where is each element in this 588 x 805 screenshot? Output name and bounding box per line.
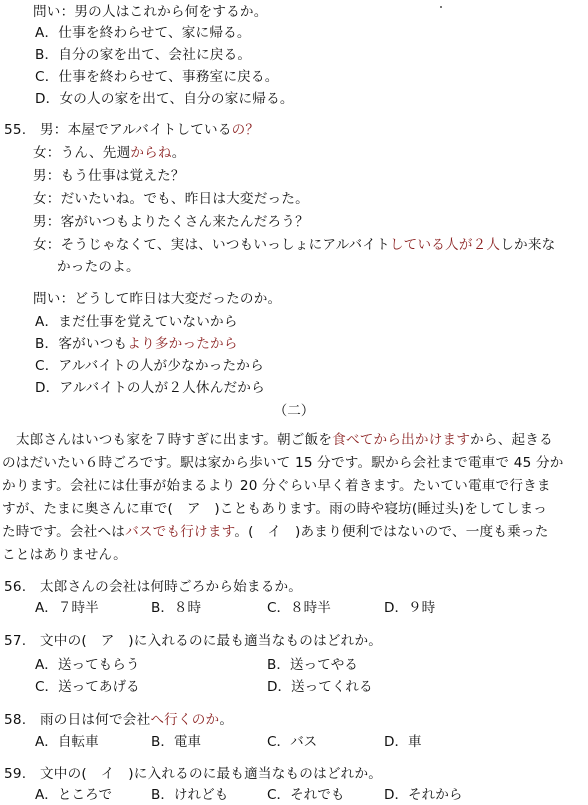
q56-choice-d: D．９時 xyxy=(384,600,436,616)
q58-choice-a: A．自転車 xyxy=(35,734,99,750)
q59-choice-b: B．けれども xyxy=(151,787,229,803)
passage-line-3: かります。会社には仕事が始まるより 20 分ぐらい早く着きます。たいてい電車で行きま xyxy=(2,478,551,494)
prev-choice-a: A．仕事を終わらせて、家に帰る。 xyxy=(35,25,251,41)
q55-choice-b: B．客がいつもより多かったから xyxy=(35,336,238,352)
q58-choice-c: C．バス xyxy=(267,734,318,750)
passage-line-1: 太郎さんはいつも家を７時すぎに出ます。朝ご飯を食べてから出かけますから、起きる xyxy=(16,432,553,448)
q55-line-4: 女：だいたいね。でも、昨日は大変だった。 xyxy=(33,191,309,207)
q59-choice-d: D．それから xyxy=(384,787,463,803)
q59-choices xyxy=(0,785,588,805)
passage-line-2: のはだいたい６時ごろです。駅は家から歩いて 15 分です。駅から会社まで電車で 45 分か xyxy=(2,455,564,471)
scan-speck xyxy=(440,6,442,8)
q55-line-2: 女：うん、先週からね。 xyxy=(33,145,186,161)
q55-choice-d: D．アルバイトの人が２人休んだから xyxy=(35,380,265,396)
q59-stem: 59. 文中の( イ )に入れるのに最も適当なものはどれか。 xyxy=(4,766,383,782)
q57-stem: 57. 文中の( ア )に入れるのに最も適当なものはどれか。 xyxy=(4,633,383,649)
section-heading: （二） xyxy=(273,403,315,419)
q56-stem: 56. 太郎さんの会社は何時ごろから始まるか。 xyxy=(4,579,303,595)
q58-stem: 58. 雨の日は何で会社へ行くのか。 xyxy=(4,712,234,728)
q57-choice-b: B．送ってやる xyxy=(267,657,358,673)
q55-line-5: 男：客がいつもよりたくさん来たんだろう？ xyxy=(33,214,309,230)
passage-line-5: た時です。会社へはバスでも行けます。( イ )あまり便利ではないので、一度も乗った xyxy=(2,524,549,540)
q56-choices xyxy=(0,598,588,618)
q59-choice-c: C．それでも xyxy=(267,787,345,803)
q56-choice-b: B．８時 xyxy=(151,600,202,616)
q55-line-6: 女：そうじゃなくて、実は、いつもいっしょにアルバイトしている人が２人しか来な xyxy=(33,237,556,253)
q55-line-7: かったのよ。 xyxy=(57,259,140,275)
q58-choice-d: D．車 xyxy=(384,734,422,750)
q57-choice-d: D．送ってくれる xyxy=(267,679,373,695)
q55-choice-c: C．アルバイトの人が少なかったから xyxy=(35,358,264,374)
q57-choices-row-2 xyxy=(0,677,588,697)
q55-line-1: 55. 男：本屋でアルバイトしているの？ xyxy=(4,122,260,138)
prev-choice-b: B．自分の家を出て、会社に戻る。 xyxy=(35,47,252,63)
passage-line-4: すが、たまに奥さんに車で( ア )こともあります。雨の時や寝坊(睡过头)をしてしまっ xyxy=(2,501,548,517)
prev-choice-d: D．女の人の家を出て、自分の家に帰る。 xyxy=(35,91,294,107)
q58-choices xyxy=(0,732,588,752)
q55-question: 問い：どうして昨日は大変だったのか。 xyxy=(33,291,282,307)
prev-question: 問い：男の人はこれから何をするか。 xyxy=(33,4,268,20)
q55-choice-a: A．まだ仕事を覚えていないから xyxy=(35,314,238,330)
q56-choice-c: C．８時半 xyxy=(267,600,331,616)
passage-line-6: ことはありません。 xyxy=(2,547,127,563)
q56-choice-a: A．７時半 xyxy=(35,600,99,616)
q57-choice-c: C．送ってあげる xyxy=(35,679,140,695)
q57-choices-row-1 xyxy=(0,655,588,675)
q59-choice-a: A．ところで xyxy=(35,787,113,803)
prev-choice-c: C．仕事を終わらせて、事務室に戻る。 xyxy=(35,69,279,85)
q55-line-3: 男：もう仕事は覚えた？ xyxy=(33,168,185,184)
q57-choice-a: A．送ってもらう xyxy=(35,657,140,673)
q58-choice-b: B．電車 xyxy=(151,734,202,750)
